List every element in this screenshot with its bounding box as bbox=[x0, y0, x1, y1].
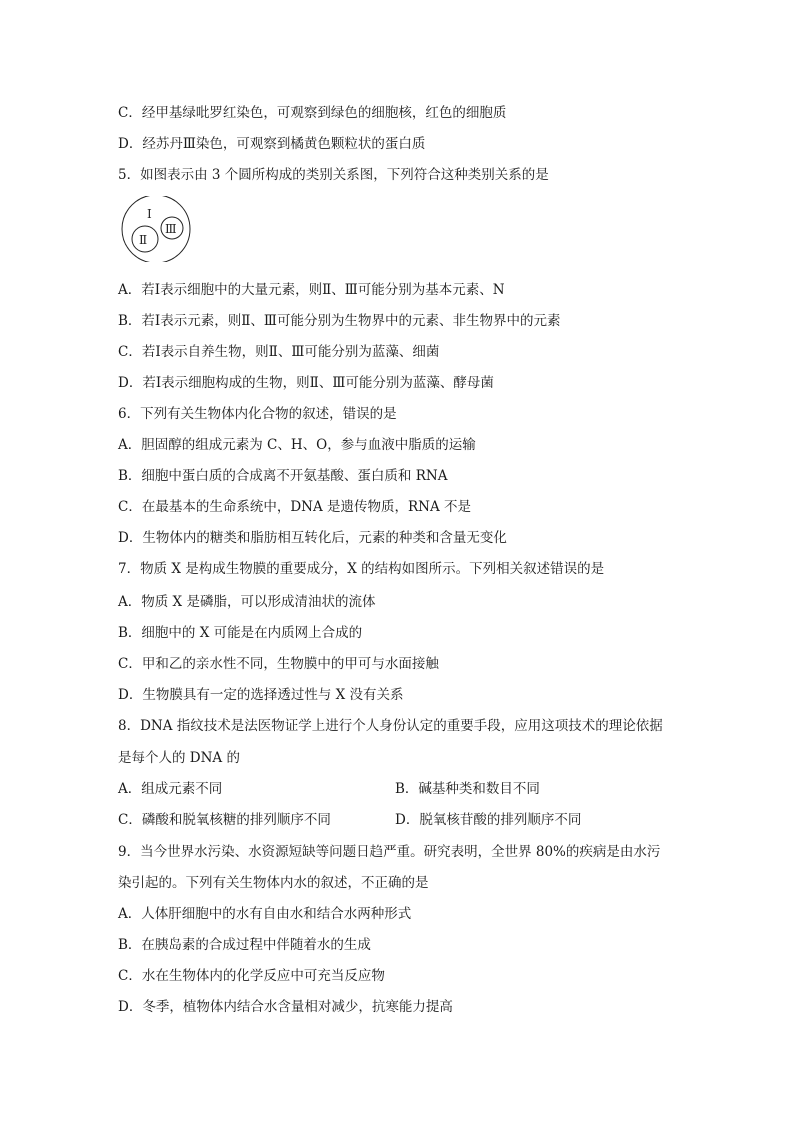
line-q9-a: A．人体肝细胞中的水有自由水和结合水两种形式 bbox=[118, 906, 412, 922]
question-9-line-2: 染引起的。下列有关生物体内水的叙述，不正确的是 bbox=[118, 875, 429, 891]
line-q6-d: D．生物体内的糖类和脂肪相互转化后，元素的种类和含量无变化 bbox=[118, 530, 507, 546]
line-q9-c: C．水在生物体内的化学反应中可充当反应物 bbox=[118, 968, 385, 984]
venn-outer-label: Ⅰ bbox=[147, 207, 152, 221]
venn-outer-circle bbox=[122, 196, 190, 262]
venn-right-label: Ⅲ bbox=[165, 222, 177, 236]
line-q5-c: C．若Ⅰ表示自养生物，则Ⅱ、Ⅲ可能分别为蓝藻、细菌 bbox=[118, 344, 440, 360]
question-6: 6．下列有关生物体内化合物的叙述，错误的是 bbox=[118, 406, 397, 422]
question-8-line-2: 是每个人的 DNA 的 bbox=[118, 750, 240, 766]
line-q5-a: A．若Ⅰ表示细胞中的大量元素，则Ⅱ、Ⅲ可能分别为基本元素、N bbox=[118, 282, 505, 298]
line-q8-c: C．磷酸和脱氧核糖的排列顺序不同 bbox=[118, 812, 331, 828]
line-q6-b: B．细胞中蛋白质的合成离不开氨基酸、蛋白质和 RNA bbox=[118, 468, 448, 484]
line-q7-a: A．物质 X 是磷脂，可以形成清油状的流体 bbox=[118, 594, 376, 610]
line-q4-c: C．经甲基绿吡罗红染色，可观察到绿色的细胞核，红色的细胞质 bbox=[118, 105, 507, 121]
line-q6-a: A．胆固醇的组成元素为 C、H、O，参与血液中脂质的运输 bbox=[118, 437, 476, 453]
line-q9-b: B．在胰岛素的合成过程中伴随着水的生成 bbox=[118, 937, 371, 953]
line-q7-c: C．甲和乙的亲水性不同，生物膜中的甲可与水面接触 bbox=[118, 656, 439, 672]
question-9-line-1: 9．当今世界水污染、水资源短缺等问题日趋严重。研究表明，全世界 80%的疾病是由水污 bbox=[118, 844, 661, 860]
line-q5-d: D．若Ⅰ表示细胞构成的生物，则Ⅱ、Ⅲ可能分别为蓝藻、酵母菌 bbox=[118, 375, 494, 391]
line-q6-c: C．在最基本的生命系统中，DNA 是遗传物质，RNA 不是 bbox=[118, 499, 472, 515]
question-5: 5．如图表示由 3 个圆所构成的类别关系图，下列符合这种类别关系的是 bbox=[118, 167, 549, 183]
line-q7-b: B．细胞中的 X 可能是在内质网上合成的 bbox=[118, 625, 363, 641]
line-q4-d: D．经苏丹Ⅲ染色，可观察到橘黄色颗粒状的蛋白质 bbox=[118, 136, 426, 152]
line-q5-b: B．若Ⅰ表示元素，则Ⅱ、Ⅲ可能分别为生物界中的元素、非生物界中的元素 bbox=[118, 313, 561, 329]
question-7: 7．物质 X 是构成生物膜的重要成分，X 的结构如图所示。下列相关叙述错误的是 bbox=[118, 561, 605, 577]
question-8-line-1: 8．DNA 指纹技术是法医物证学上进行个人身份认定的重要手段，应用这项技术的理论依据 bbox=[118, 718, 663, 734]
line-q8-a: A．组成元素不同 bbox=[118, 781, 223, 797]
line-q8-d: D．脱氧核苷酸的排列顺序不同 bbox=[395, 812, 582, 828]
line-q9-d: D．冬季，植物体内结合水含量相对减少，抗寒能力提高 bbox=[118, 999, 453, 1015]
venn-left-label: Ⅱ bbox=[139, 233, 148, 247]
line-q7-d: D．生物膜具有一定的选择透过性与 X 没有关系 bbox=[118, 687, 404, 703]
venn-diagram bbox=[118, 196, 194, 262]
line-q8-b: B．碱基种类和数目不同 bbox=[395, 781, 540, 797]
